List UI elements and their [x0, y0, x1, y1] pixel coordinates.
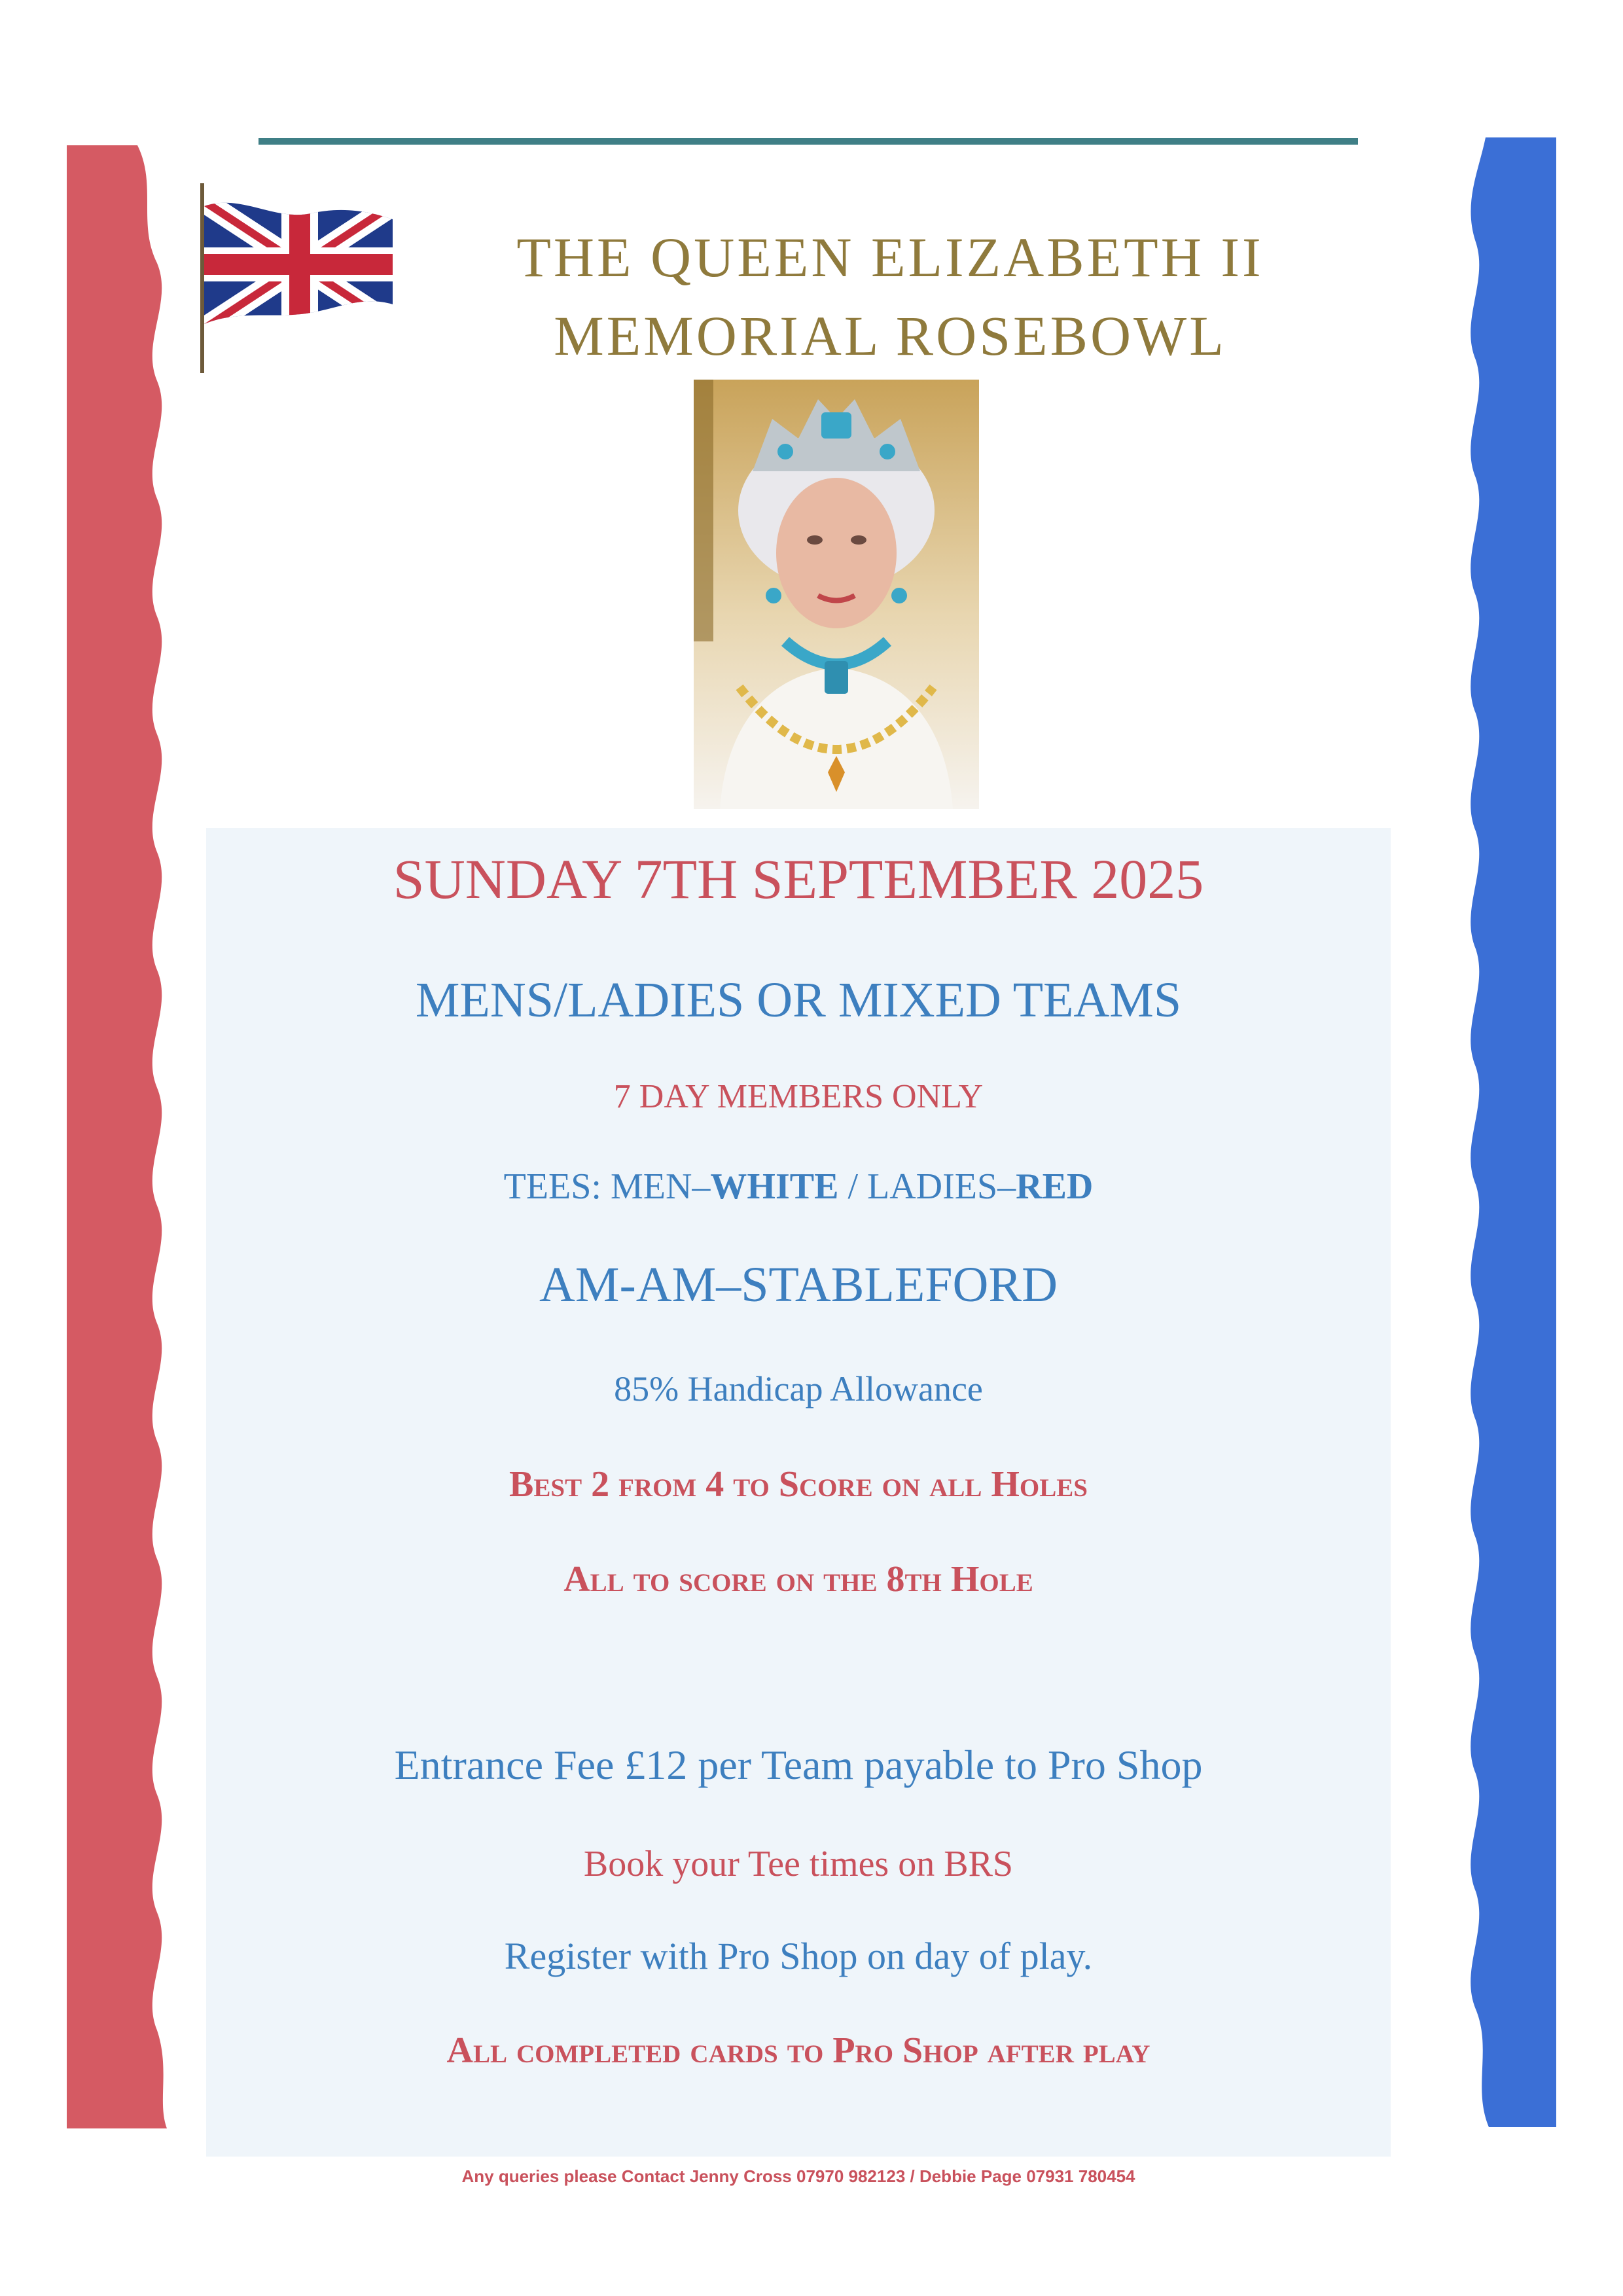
entrance-fee: Entrance Fee £12 per Team payable to Pro Shop — [394, 1742, 1203, 1788]
title-line-1: THE QUEEN ELIZABETH II — [516, 226, 1264, 289]
tees-ladies-color: RED — [1016, 1166, 1094, 1207]
title-line-2: MEMORIAL ROSEBOWL — [554, 304, 1226, 367]
tees-separator: / LADIES– — [838, 1166, 1016, 1207]
tees-men-color: WHITE — [710, 1166, 839, 1207]
contact-footer: Any queries please Contact Jenny Cross 07970 982123 / Debbie Page 07931 780454 — [461, 2166, 1135, 2186]
cards-return-info: All completed cards to Pro Shop after play — [446, 2030, 1150, 2071]
tees-prefix: TEES: MEN– — [503, 1166, 711, 1207]
scoring-rule-best: Best 2 from 4 to Score on all Holes — [509, 1464, 1088, 1505]
registration-info: Register with Pro Shop on day of play. — [504, 1935, 1093, 1977]
booking-info: Book your Tee times on BRS — [583, 1844, 1014, 1884]
right-blue-border-band — [1453, 137, 1558, 2127]
top-rule — [259, 138, 1358, 145]
event-date: SUNDAY 7TH SEPTEMBER 2025 — [393, 848, 1204, 910]
handicap-allowance: 85% Handicap Allowance — [614, 1369, 983, 1408]
scoring-rule-hole-8: All to score on the 8th Hole — [563, 1559, 1033, 1600]
tees-info — [206, 1168, 1391, 1205]
team-types: MENS/LADIES OR MIXED TEAMS — [415, 973, 1182, 1028]
competition-format: AM-AM–STABLEFORD — [539, 1257, 1058, 1312]
members-eligibility: 7 DAY MEMBERS ONLY — [613, 1078, 984, 1115]
queen-portrait-photo — [694, 380, 979, 809]
union-jack-flag-icon — [196, 183, 406, 373]
left-red-border-band — [59, 145, 173, 2128]
